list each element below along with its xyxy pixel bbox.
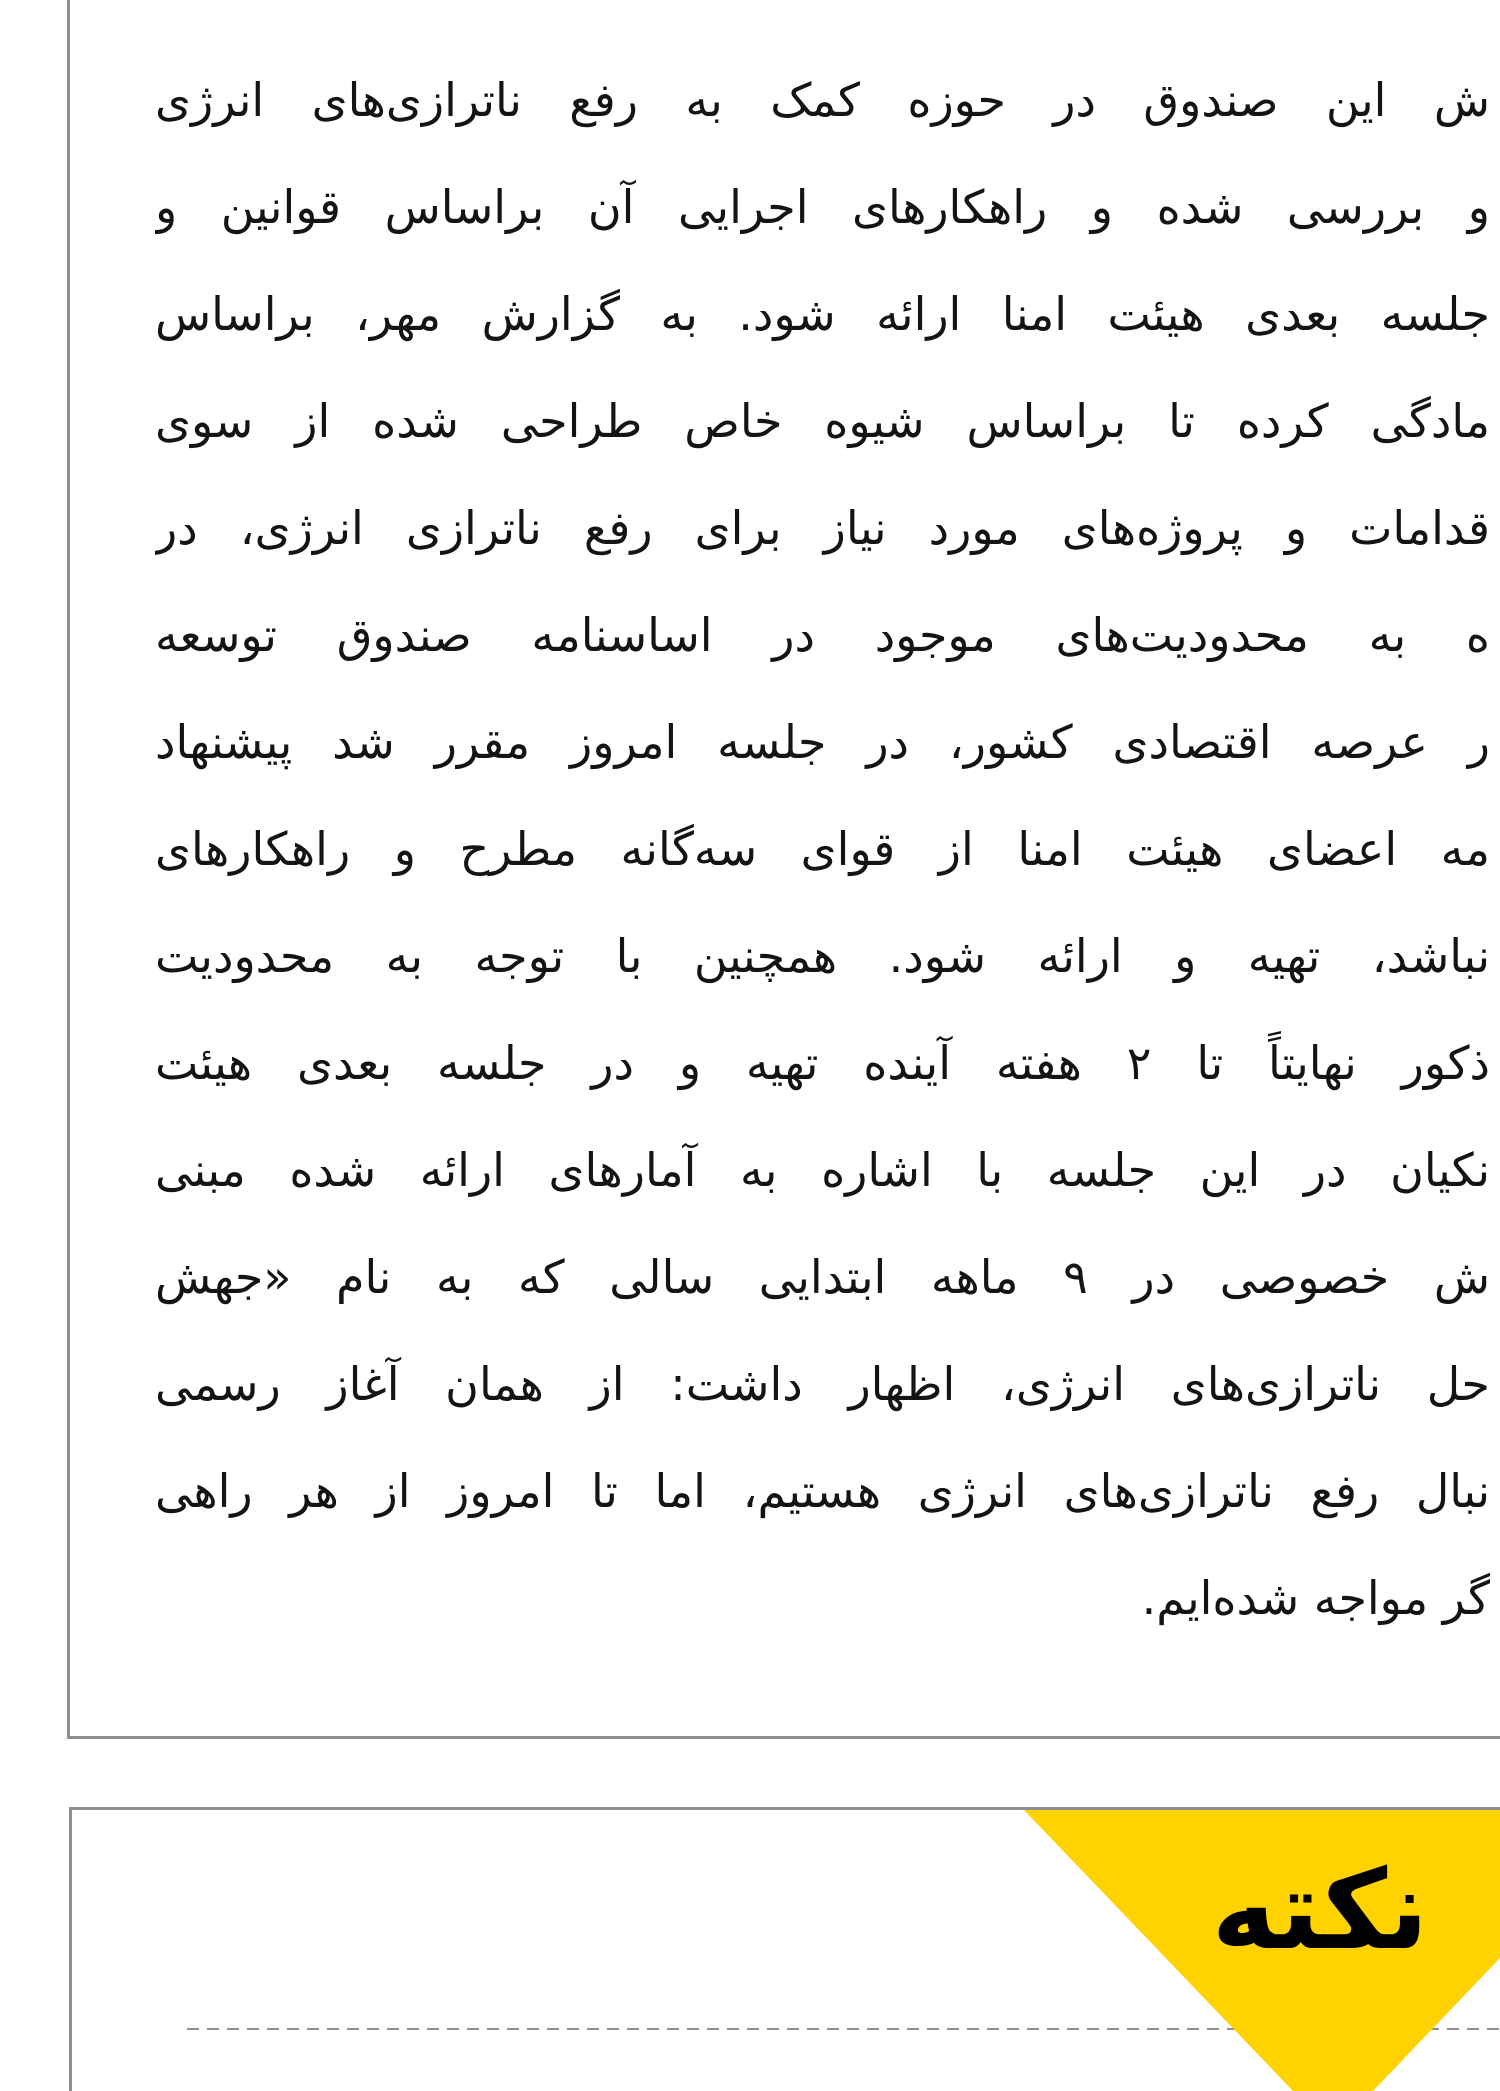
article-line: مادگی کرده تا براساس شیوه خاص طراحی شده از سوی [155, 394, 1490, 448]
article-line: و بررسی شده و راهکارهای اجرایی آن براساس قوانین و [155, 180, 1490, 234]
article-line: قدامات و پروژه‌های مورد نیاز برای رفع ناترازی انرژی، در [155, 501, 1490, 555]
article-body [155, 47, 1490, 1652]
article-line: نکیان در این جلسه با اشاره به آمارهای ارائه شده مبنی [155, 1143, 1490, 1197]
article-line: ر عرصه اقتصادی کشور، در جلسه امروز مقرر شد پیشنهاد [155, 715, 1490, 769]
article-last-line: گر مواجه شده‌ایم. [1141, 1571, 1490, 1625]
note-heading: نکته [1211, 1846, 1429, 1974]
article-line: ذکور نهایتاً تا ۲ هفته آینده تهیه و در جلسه بعدی هیئت [155, 1036, 1490, 1090]
article-line: مه اعضای هیئت امنا از قوای سه‌گانه مطرح و راهکارهای [155, 822, 1490, 876]
article-line: نبال رفع ناترازی‌های انرژی هستیم، اما تا امروز از هر راهی [155, 1464, 1490, 1518]
article-line: حل ناترازی‌های انرژی، اظهار داشت: از همان آغاز رسمی [155, 1357, 1490, 1411]
article-line: ش خصوصی در ۹ ماهه ابتدایی سالی که به نام «جهش [155, 1250, 1490, 1304]
article-line: ه به محدودیت‌های موجود در اساسنامه صندوق توسعه [155, 608, 1490, 662]
article-line: جلسه بعدی هیئت امنا ارائه شود. به گزارش مهر، براساس [155, 287, 1490, 341]
article-line: ش این صندوق در حوزه کمک به رفع ناترازی‌های انرژی [155, 73, 1490, 127]
article-line: نباشد، تهیه و ارائه شود. همچنین با توجه به محدودیت [155, 929, 1490, 983]
